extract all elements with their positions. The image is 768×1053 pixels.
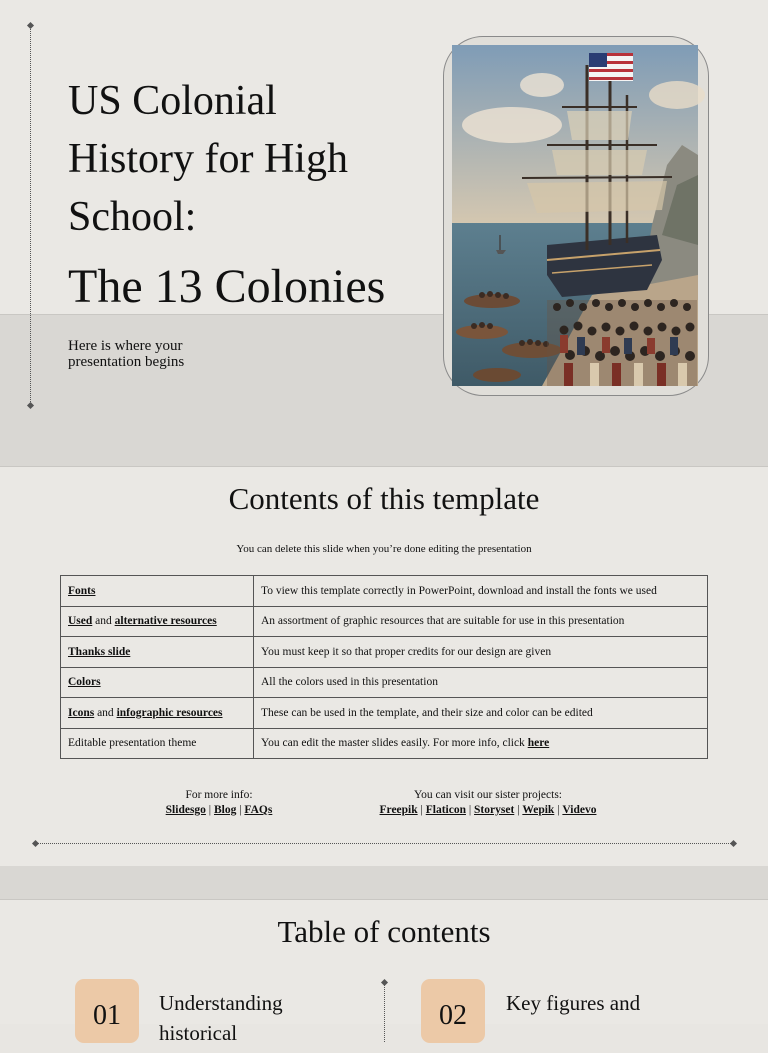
table-cell: These can be used in the template, and their size and color can be edited	[254, 698, 708, 729]
toc-number-box[interactable]: 02	[421, 979, 485, 1043]
table-cell: Editable presentation theme	[61, 728, 254, 759]
sister-projects-links	[348, 803, 628, 818]
table-row	[61, 667, 708, 698]
more-info-links	[140, 803, 298, 818]
slide-gap	[0, 866, 768, 900]
table-cell	[61, 698, 254, 729]
toc-slide	[0, 900, 768, 1045]
thanks-slide-link[interactable]: Thanks slide	[68, 645, 131, 658]
line-end-dot	[27, 22, 34, 29]
link-separator: |	[205, 804, 214, 816]
storyset-link[interactable]: Storyset	[474, 804, 515, 816]
toc-item-label[interactable]: Understanding historical	[159, 991, 283, 1045]
table-cell	[254, 728, 708, 759]
colonial-ship-image[interactable]	[452, 45, 698, 386]
title-slide	[0, 0, 768, 432]
contents-table	[60, 575, 708, 759]
decorative-horizontal-line	[35, 843, 733, 844]
table-row	[61, 698, 708, 729]
sister-projects-label: You can visit our sister projects:	[413, 789, 562, 801]
table-cell: You must keep it so that proper credits for our design are given	[254, 637, 708, 668]
wepik-link[interactable]: Wepik	[522, 804, 555, 816]
fonts-link[interactable]: Fonts	[68, 584, 96, 597]
link-separator: |	[514, 804, 523, 816]
ship-illustration	[452, 45, 698, 386]
link-separator: |	[236, 804, 245, 816]
decorative-vertical-line	[384, 982, 385, 1042]
table-cell	[61, 576, 254, 607]
table-row	[61, 606, 708, 637]
link-separator: |	[465, 804, 475, 816]
table-cell: An assortment of graphic resources that are suitable for use in this presentation	[254, 606, 708, 637]
table-cell	[61, 637, 254, 668]
contents-slide	[0, 467, 768, 866]
toc-item-label[interactable]: Key figures and	[506, 991, 641, 1015]
slide-subtitle[interactable]: The 13 Colonies	[68, 260, 386, 313]
decorative-vertical-line	[30, 26, 31, 406]
infographic-resources-link[interactable]: infographic resources	[116, 706, 223, 719]
table-cell: To view this template correctly in PowerPoint, download and install the fonts we used	[254, 576, 708, 607]
here-link[interactable]: here	[527, 737, 550, 750]
contents-subtitle[interactable]: You can delete this slide when you’re done editing the presentation	[236, 543, 532, 555]
table-cell	[61, 606, 254, 637]
line-end-dot	[381, 979, 388, 986]
slide-gap	[0, 432, 768, 467]
videvo-link[interactable]: Videvo	[562, 804, 597, 816]
link-separator: |	[554, 804, 563, 816]
slide-tagline[interactable]: Here is where your presentation begins	[68, 338, 185, 370]
blog-link[interactable]: Blog	[213, 804, 237, 816]
flaticon-link[interactable]: Flaticon	[425, 804, 466, 816]
faqs-link[interactable]: FAQs	[244, 804, 273, 816]
link-separator: |	[417, 804, 426, 816]
connector-text: and	[94, 706, 117, 719]
slide-title[interactable]: US Colonial History for High School:	[68, 78, 348, 240]
slidesgo-link[interactable]: Slidesgo	[165, 804, 206, 816]
cell-text: You can edit the master slides easily. For more info, click	[261, 737, 528, 750]
table-cell: All the colors used in this presentation	[254, 667, 708, 698]
line-end-dot	[730, 840, 737, 847]
contents-title[interactable]: Contents of this template	[228, 481, 540, 516]
toc-number-box[interactable]: 01	[75, 979, 139, 1043]
more-info-label: For more info:	[185, 789, 253, 801]
alternative-resources-link[interactable]: alternative resources	[114, 615, 217, 628]
table-row	[61, 576, 708, 607]
table-cell	[61, 667, 254, 698]
sister-projects-block	[348, 788, 628, 818]
table-row	[61, 637, 708, 668]
line-end-dot	[32, 840, 39, 847]
used-link[interactable]: Used	[68, 615, 93, 628]
colors-link[interactable]: Colors	[68, 676, 101, 689]
connector-text: and	[92, 615, 115, 628]
toc-title[interactable]: Table of contents	[277, 914, 491, 949]
icons-link[interactable]: Icons	[68, 706, 95, 719]
freepik-link[interactable]: Freepik	[379, 804, 418, 816]
more-info-block	[140, 788, 298, 818]
table-row	[61, 728, 708, 759]
